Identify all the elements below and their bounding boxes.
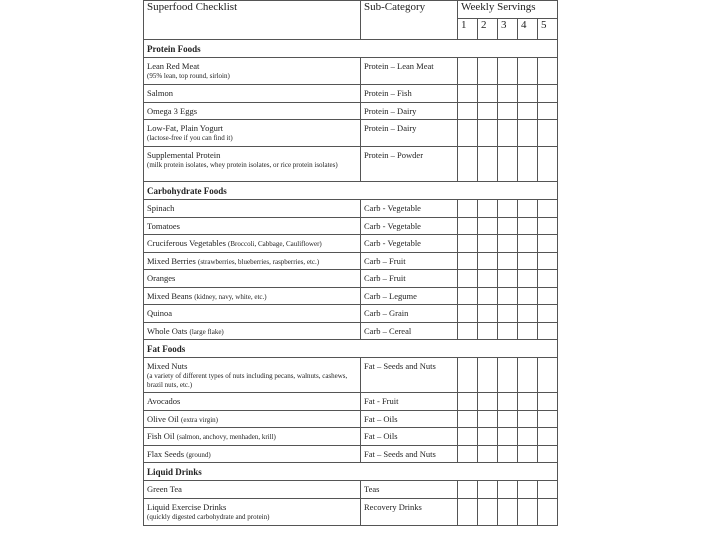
serving-checkbox-4[interactable]: [518, 235, 538, 253]
food-row: [144, 305, 558, 323]
serving-checkbox-4[interactable]: [518, 102, 538, 120]
serving-checkbox-4[interactable]: [518, 305, 538, 323]
food-text: [147, 393, 357, 406]
serving-checkbox-2[interactable]: [478, 147, 498, 182]
food-inline-note: (kidney, navy, white, etc.): [194, 292, 267, 301]
section-title: Fat Foods: [144, 340, 558, 358]
food-row: [144, 393, 558, 411]
food-name: Salmon: [147, 88, 173, 98]
serving-checkbox-1[interactable]: [458, 120, 478, 147]
food-cell: [144, 498, 361, 525]
serving-checkbox-3[interactable]: [498, 410, 518, 428]
serving-checkbox-4[interactable]: [518, 498, 538, 525]
food-cell: [144, 120, 361, 147]
food-name: Olive Oil: [147, 413, 179, 424]
serving-checkbox-1[interactable]: [458, 410, 478, 428]
serving-checkbox-1[interactable]: [458, 270, 478, 288]
serving-checkbox-5[interactable]: [538, 120, 558, 147]
subcategory-text: Carb - Vegetable: [364, 220, 421, 231]
food-text: [147, 85, 357, 98]
serving-checkbox-5[interactable]: [538, 358, 558, 393]
serving-checkbox-1[interactable]: [458, 305, 478, 323]
superfood-checklist-table: [143, 0, 558, 526]
serving-checkbox-5[interactable]: [538, 85, 558, 103]
serving-number-3: 3: [498, 19, 518, 40]
food-cell: [144, 217, 361, 235]
serving-checkbox-5[interactable]: [538, 200, 558, 218]
serving-checkbox-2[interactable]: [478, 270, 498, 288]
food-name: Lean Red Meat: [147, 61, 200, 71]
food-row: [144, 410, 558, 428]
food-text: [147, 481, 357, 494]
subcategory-text: Carb - Vegetable: [364, 203, 421, 213]
food-text: [147, 58, 357, 80]
subcategory-cell: [361, 58, 458, 85]
subcategory-cell: [361, 358, 458, 393]
serving-checkbox-2[interactable]: [478, 120, 498, 147]
serving-checkbox-1[interactable]: [458, 358, 478, 393]
serving-checkbox-3[interactable]: [498, 305, 518, 323]
serving-checkbox-5[interactable]: [538, 102, 558, 120]
food-name: Mixed Beans: [147, 290, 193, 301]
serving-checkbox-4[interactable]: [518, 481, 538, 499]
serving-checkbox-2[interactable]: [478, 498, 498, 525]
subcategory-cell: [361, 120, 458, 147]
food-name: Spinach: [147, 203, 175, 213]
food-text: [147, 120, 357, 142]
serving-checkbox-3[interactable]: [498, 428, 518, 446]
serving-checkbox-3[interactable]: [498, 147, 518, 182]
serving-checkbox-1[interactable]: [458, 428, 478, 446]
serving-checkbox-2[interactable]: [478, 445, 498, 463]
serving-checkbox-5[interactable]: [538, 235, 558, 253]
serving-checkbox-3[interactable]: [498, 252, 518, 270]
food-text: [147, 253, 357, 266]
food-cell: [144, 322, 361, 340]
section-title: Protein Foods: [144, 40, 558, 58]
serving-checkbox-1[interactable]: [458, 322, 478, 340]
subcategory-cell: [361, 410, 458, 428]
food-row: [144, 270, 558, 288]
subcategory-cell: [361, 498, 458, 525]
serving-checkbox-4[interactable]: [518, 252, 538, 270]
serving-checkbox-4[interactable]: [518, 358, 538, 393]
section-row: [144, 182, 558, 200]
food-name: Tomatoes: [147, 220, 180, 231]
serving-checkbox-4[interactable]: [518, 270, 538, 288]
food-name: Quinoa: [147, 308, 173, 318]
serving-checkbox-3[interactable]: [498, 445, 518, 463]
serving-checkbox-5[interactable]: [538, 428, 558, 446]
subcategory-cell: [361, 481, 458, 499]
serving-checkbox-2[interactable]: [478, 58, 498, 85]
subcategory-cell: [361, 428, 458, 446]
serving-checkbox-5[interactable]: [538, 252, 558, 270]
serving-checkbox-1[interactable]: [458, 445, 478, 463]
serving-checkbox-3[interactable]: [498, 120, 518, 147]
subcategory-text: Protein – Fish: [364, 88, 412, 98]
food-row: [144, 481, 558, 499]
serving-checkbox-1[interactable]: [458, 85, 478, 103]
food-name: Oranges: [147, 273, 176, 283]
food-cell: [144, 428, 361, 446]
serving-checkbox-3[interactable]: [498, 58, 518, 85]
food-text: [147, 200, 357, 213]
subcategory-text: Carb - Vegetable: [364, 238, 421, 248]
food-name: Omega 3 Eggs: [147, 105, 198, 116]
serving-checkbox-2[interactable]: [478, 322, 498, 340]
section-row: [144, 463, 558, 481]
serving-checkbox-3[interactable]: [498, 393, 518, 411]
food-cell: [144, 445, 361, 463]
food-name: Fish Oil: [147, 431, 175, 441]
serving-checkbox-3[interactable]: [498, 200, 518, 218]
subcategory-cell: [361, 252, 458, 270]
food-inline-note: (strawberries, blueberries, raspberries, etc.): [198, 257, 320, 266]
food-text: [147, 358, 357, 389]
serving-checkbox-2[interactable]: [478, 252, 498, 270]
subcategory-cell: [361, 200, 458, 218]
serving-checkbox-5[interactable]: [538, 498, 558, 525]
food-text: [147, 499, 357, 521]
serving-checkbox-3[interactable]: [498, 498, 518, 525]
serving-checkbox-4[interactable]: [518, 322, 538, 340]
serving-checkbox-5[interactable]: [538, 445, 558, 463]
serving-checkbox-2[interactable]: [478, 85, 498, 103]
subcategory-cell: [361, 147, 458, 182]
subcategory-text: Carb – Grain: [364, 308, 409, 318]
food-name: Cruciferous Vegetables: [147, 238, 226, 248]
serving-checkbox-2[interactable]: [478, 287, 498, 305]
food-text: [147, 411, 357, 424]
serving-checkbox-3[interactable]: [498, 358, 518, 393]
food-text: [147, 288, 357, 301]
serving-checkbox-2[interactable]: [478, 235, 498, 253]
serving-checkbox-3[interactable]: [498, 322, 518, 340]
serving-checkbox-4[interactable]: [518, 393, 538, 411]
serving-number-4: 4: [518, 19, 538, 40]
serving-checkbox-1[interactable]: [458, 287, 478, 305]
food-cell: [144, 481, 361, 499]
food-row: [144, 147, 558, 182]
food-name: Low-Fat, Plain Yogurt: [147, 123, 224, 133]
serving-checkbox-3[interactable]: [498, 287, 518, 305]
food-cell: [144, 270, 361, 288]
serving-checkbox-5[interactable]: [538, 481, 558, 499]
serving-checkbox-5[interactable]: [538, 410, 558, 428]
food-inline-note: (salmon, anchovy, menhaden, krill): [176, 433, 276, 441]
serving-checkbox-5[interactable]: [538, 147, 558, 182]
subcategory-text: Recovery Drinks: [364, 501, 422, 512]
serving-checkbox-5[interactable]: [538, 305, 558, 323]
subcategory-text: Carb – Fruit: [364, 255, 406, 266]
food-row: [144, 102, 558, 120]
serving-checkbox-2[interactable]: [478, 358, 498, 393]
serving-checkbox-1[interactable]: [458, 102, 478, 120]
serving-checkbox-1[interactable]: [458, 200, 478, 218]
food-row: [144, 200, 558, 218]
subcategory-cell: [361, 217, 458, 235]
food-note: (95% lean, top round, sirloin): [147, 72, 230, 80]
serving-checkbox-2[interactable]: [478, 481, 498, 499]
serving-checkbox-4[interactable]: [518, 445, 538, 463]
serving-checkbox-1[interactable]: [458, 393, 478, 411]
food-inline-note: (ground): [186, 450, 211, 459]
serving-checkbox-3[interactable]: [498, 235, 518, 253]
food-cell: [144, 58, 361, 85]
subcategory-text: Fat – Seeds and Nuts: [364, 448, 436, 459]
subcategory-cell: [361, 445, 458, 463]
serving-checkbox-1[interactable]: [458, 58, 478, 85]
food-name: Mixed Berries: [147, 255, 196, 266]
food-cell: [144, 147, 361, 182]
subcategory-text: Protein – Dairy: [364, 105, 417, 116]
subcategory-cell: [361, 85, 458, 103]
serving-checkbox-4[interactable]: [518, 200, 538, 218]
serving-checkbox-5[interactable]: [538, 393, 558, 411]
food-inline-note: (large flake): [189, 327, 224, 336]
serving-checkbox-4[interactable]: [518, 85, 538, 103]
subcategory-text: Carb – Cereal: [364, 325, 412, 336]
serving-checkbox-3[interactable]: [498, 85, 518, 103]
serving-checkbox-4[interactable]: [518, 410, 538, 428]
food-note: (lactose-free if you can find it): [147, 134, 233, 142]
serving-checkbox-4[interactable]: [518, 120, 538, 147]
subcategory-text: Protein – Dairy: [364, 123, 417, 133]
section-title: Carbohydrate Foods: [144, 182, 558, 200]
food-text: [147, 235, 357, 248]
food-row: [144, 217, 558, 235]
food-row: [144, 235, 558, 253]
subcategory-text: Fat – Oils: [364, 431, 398, 441]
serving-checkbox-3[interactable]: [498, 270, 518, 288]
food-text: [147, 147, 357, 169]
subcategory-cell: [361, 287, 458, 305]
food-cell: [144, 85, 361, 103]
serving-checkbox-4[interactable]: [518, 287, 538, 305]
food-row: [144, 287, 558, 305]
food-cell: [144, 287, 361, 305]
serving-checkbox-3[interactable]: [498, 217, 518, 235]
food-name: Liquid Exercise Drinks: [147, 501, 227, 512]
subcategory-text: Teas: [364, 484, 380, 494]
serving-checkbox-1[interactable]: [458, 498, 478, 525]
food-cell: [144, 393, 361, 411]
food-note: (a variety of different types of nuts including pecans, walnuts, cashews, brazil nuts, etc.): [147, 372, 348, 389]
food-name: Mixed Nuts: [147, 361, 188, 371]
serving-checkbox-4[interactable]: [518, 428, 538, 446]
food-row: [144, 58, 558, 85]
serving-checkbox-1[interactable]: [458, 252, 478, 270]
serving-checkbox-2[interactable]: [478, 217, 498, 235]
food-text: [147, 103, 357, 116]
food-text: [147, 305, 357, 318]
food-note: (milk protein isolates, whey protein isolates, or rice protein isolates): [147, 161, 338, 169]
food-row: [144, 428, 558, 446]
subcategory-text: Fat – Oils: [364, 413, 398, 424]
section-row: [144, 40, 558, 58]
food-row: [144, 445, 558, 463]
serving-number-5: 5: [538, 19, 558, 40]
food-inline-note: (extra virgin): [181, 415, 218, 424]
subcategory-text: Carb – Fruit: [364, 273, 406, 283]
food-inline-note: (Broccoli, Cabbage, Cauliflower): [228, 240, 322, 248]
header-weekly-servings: Weekly Servings: [458, 1, 558, 19]
serving-checkbox-2[interactable]: [478, 200, 498, 218]
subcategory-cell: [361, 393, 458, 411]
food-cell: [144, 235, 361, 253]
serving-number-1: 1: [458, 19, 478, 40]
food-name: Whole Oats: [147, 325, 188, 336]
serving-checkbox-5[interactable]: [538, 270, 558, 288]
food-text: [147, 218, 357, 231]
subcategory-cell: [361, 305, 458, 323]
serving-checkbox-1[interactable]: [458, 217, 478, 235]
subcategory-text: Carb – Legume: [364, 290, 417, 301]
subcategory-text: Fat – Seeds and Nuts: [364, 361, 436, 371]
subcategory-text: Protein – Lean Meat: [364, 61, 434, 71]
serving-checkbox-2[interactable]: [478, 305, 498, 323]
food-name: Flax Seeds: [147, 448, 185, 459]
serving-checkbox-3[interactable]: [498, 481, 518, 499]
food-row: [144, 358, 558, 393]
food-name: Avocados: [147, 396, 181, 406]
serving-checkbox-4[interactable]: [518, 217, 538, 235]
serving-number-2: 2: [478, 19, 498, 40]
subcategory-cell: [361, 322, 458, 340]
food-text: [147, 428, 357, 441]
section-row: [144, 340, 558, 358]
serving-checkbox-1[interactable]: [458, 481, 478, 499]
food-name: Green Tea: [147, 484, 182, 494]
food-cell: [144, 200, 361, 218]
header-title: Superfood Checklist: [144, 1, 361, 40]
serving-checkbox-5[interactable]: [538, 58, 558, 85]
serving-checkbox-4[interactable]: [518, 58, 538, 85]
checklist-body: [144, 40, 558, 526]
section-title: Liquid Drinks: [144, 463, 558, 481]
food-cell: [144, 102, 361, 120]
food-cell: [144, 252, 361, 270]
serving-checkbox-2[interactable]: [478, 428, 498, 446]
serving-checkbox-3[interactable]: [498, 102, 518, 120]
food-row: [144, 85, 558, 103]
food-text: [147, 446, 357, 459]
serving-checkbox-5[interactable]: [538, 322, 558, 340]
serving-checkbox-1[interactable]: [458, 235, 478, 253]
serving-checkbox-1[interactable]: [458, 147, 478, 182]
subcategory-cell: [361, 102, 458, 120]
header-subcategory: Sub-Category: [361, 1, 458, 40]
food-text: [147, 270, 357, 283]
food-cell: [144, 358, 361, 393]
food-cell: [144, 305, 361, 323]
food-row: [144, 498, 558, 525]
serving-checkbox-2[interactable]: [478, 102, 498, 120]
serving-checkbox-5[interactable]: [538, 217, 558, 235]
food-row: [144, 252, 558, 270]
subcategory-text: Fat - Fruit: [364, 396, 399, 406]
serving-checkbox-4[interactable]: [518, 147, 538, 182]
food-row: [144, 120, 558, 147]
serving-checkbox-5[interactable]: [538, 287, 558, 305]
serving-checkbox-2[interactable]: [478, 410, 498, 428]
subcategory-cell: [361, 235, 458, 253]
food-name: Supplemental Protein: [147, 150, 221, 160]
food-cell: [144, 410, 361, 428]
subcategory-text: Protein – Powder: [364, 150, 424, 160]
food-row: [144, 322, 558, 340]
food-note: (quickly digested carbohydrate and protein): [147, 512, 270, 521]
subcategory-cell: [361, 270, 458, 288]
food-text: [147, 323, 357, 336]
serving-checkbox-2[interactable]: [478, 393, 498, 411]
